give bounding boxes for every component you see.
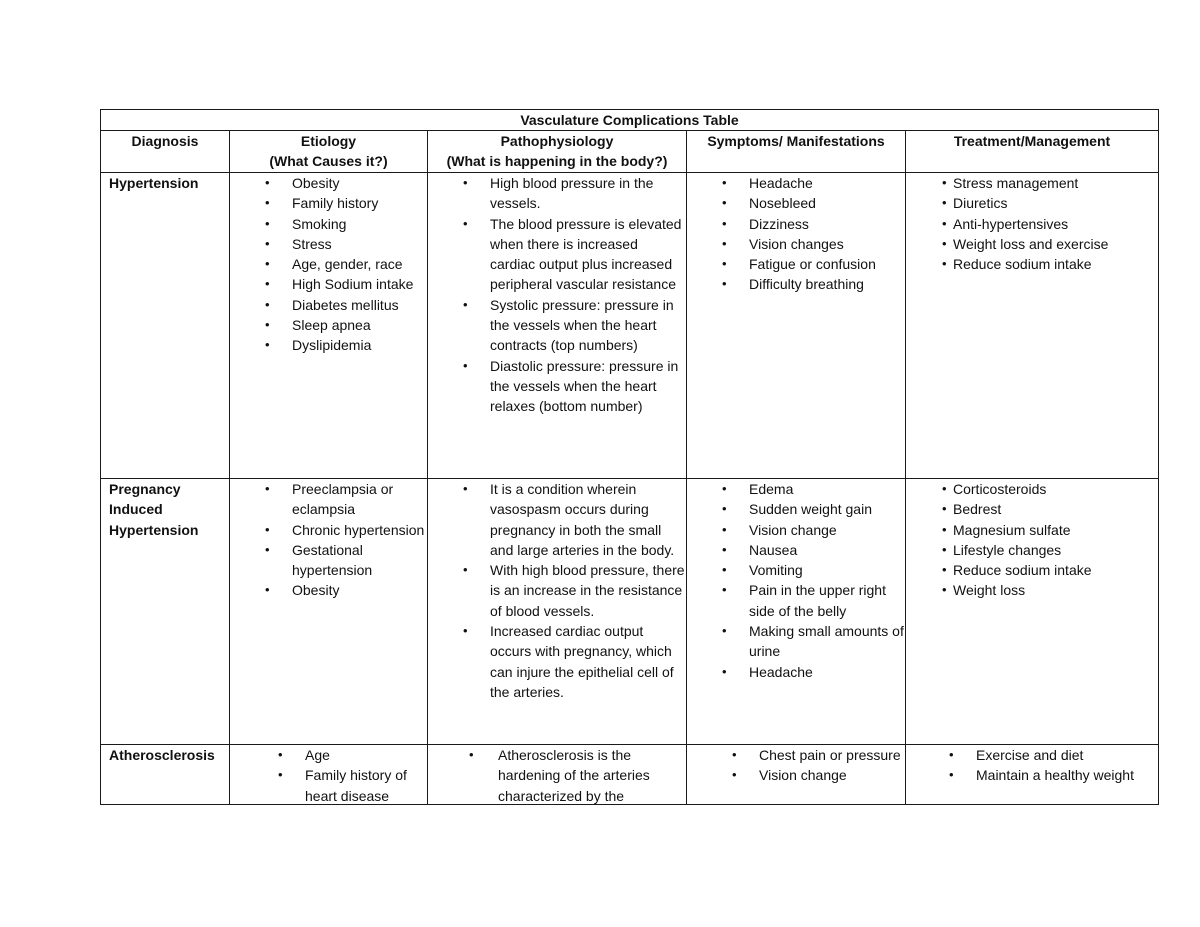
list-item bbox=[687, 765, 905, 785]
bullet-icon: • bbox=[722, 276, 727, 292]
list-item-text: Atherosclerosis is the hardening of the arteries characterized by the bbox=[498, 747, 650, 804]
list-item bbox=[687, 234, 905, 254]
list-item-text: With high blood pressure, there is an increase in the resistance of blood vessels. bbox=[490, 562, 685, 619]
bullet-icon: • bbox=[722, 582, 727, 598]
list-item-text: Weight loss and exercise bbox=[953, 235, 1109, 252]
list-item bbox=[687, 193, 905, 213]
list-item-text: Lifestyle changes bbox=[953, 541, 1062, 558]
list-item bbox=[428, 214, 686, 295]
bullet-icon: • bbox=[722, 663, 727, 679]
list-item bbox=[230, 295, 427, 315]
list-item-text: Systolic pressure: pressure in the vessels when the heart contracts (top numbers) bbox=[490, 296, 674, 354]
pathophysiology-list bbox=[428, 745, 686, 804]
table-row-atherosclerosis bbox=[101, 745, 1159, 805]
bullet-icon: • bbox=[942, 562, 947, 578]
bullet-icon: • bbox=[942, 501, 947, 517]
symptoms-list bbox=[687, 173, 905, 295]
bullet-icon: • bbox=[942, 215, 947, 231]
list-item bbox=[428, 745, 686, 804]
list-item-text: Nausea bbox=[749, 541, 798, 558]
symptoms-list bbox=[687, 479, 905, 682]
list-item bbox=[230, 315, 427, 335]
list-item-text: It is a condition wherein vasospasm occurs during pregnancy in both the small and large arteries in the body. bbox=[490, 481, 675, 558]
header-treatment-label: Treatment/Management bbox=[953, 133, 1111, 149]
list-item bbox=[428, 173, 686, 214]
list-item-text: Sudden weight gain bbox=[749, 501, 872, 518]
list-item bbox=[906, 560, 1158, 580]
list-item-text: Fatigue or confusion bbox=[749, 256, 876, 273]
list-item-text: Diuretics bbox=[953, 195, 1008, 212]
bullet-icon: • bbox=[942, 541, 947, 557]
diagnosis-cell bbox=[101, 173, 230, 479]
list-item bbox=[230, 745, 427, 765]
list-item bbox=[687, 662, 905, 682]
list-item-text: High Sodium intake bbox=[292, 276, 414, 293]
list-item-text: Vision change bbox=[749, 521, 837, 538]
list-item-text: Bedrest bbox=[953, 501, 1002, 518]
list-item bbox=[230, 214, 427, 234]
bullet-icon: • bbox=[278, 747, 283, 762]
header-diagnosis bbox=[101, 131, 230, 173]
list-item bbox=[906, 479, 1158, 499]
list-item-text: Difficulty breathing bbox=[749, 276, 864, 293]
table-row-hypertension bbox=[101, 173, 1159, 479]
list-item bbox=[687, 499, 905, 519]
header-pathophysiology-sub: (What is happening in the body?) bbox=[446, 153, 668, 170]
list-item-text: Reduce sodium intake bbox=[953, 562, 1092, 579]
list-item bbox=[906, 193, 1158, 213]
diagnosis-cell bbox=[101, 745, 230, 805]
bullet-icon: • bbox=[463, 215, 468, 231]
list-item bbox=[687, 173, 905, 193]
header-symptoms-label: Symptoms/ Manifestations bbox=[707, 133, 885, 149]
diagnosis-line: Induced bbox=[109, 501, 163, 518]
etiology-cell bbox=[230, 173, 428, 479]
treatment-list bbox=[906, 479, 1158, 601]
bullet-icon: • bbox=[722, 256, 727, 272]
bullet-icon: • bbox=[463, 296, 468, 312]
list-item-text: Headache bbox=[749, 663, 813, 680]
list-item-text: Edema bbox=[749, 481, 794, 497]
etiology-list bbox=[230, 173, 427, 356]
list-item bbox=[230, 274, 427, 294]
bullet-icon: • bbox=[722, 541, 727, 557]
pathophysiology-cell bbox=[428, 479, 687, 745]
list-item bbox=[230, 173, 427, 193]
list-item bbox=[230, 254, 427, 274]
vasculature-complications-table bbox=[100, 109, 1159, 805]
bullet-icon: • bbox=[463, 357, 468, 373]
bullet-icon: • bbox=[265, 256, 270, 272]
bullet-icon: • bbox=[265, 215, 270, 231]
list-item-text: Headache bbox=[749, 175, 813, 191]
list-item-text: Making small amounts of urine bbox=[749, 623, 904, 660]
list-item-text: Vision change bbox=[759, 767, 847, 784]
header-pathophysiology-label: Pathophysiology bbox=[500, 133, 614, 149]
list-item-text: Stress bbox=[292, 235, 332, 252]
list-item-text: Dizziness bbox=[749, 215, 809, 232]
header-treatment bbox=[906, 131, 1159, 173]
bullet-icon: • bbox=[265, 296, 270, 312]
list-item bbox=[687, 745, 905, 765]
bullet-icon: • bbox=[722, 623, 727, 639]
list-item bbox=[906, 214, 1158, 234]
bullet-icon: • bbox=[942, 256, 947, 272]
etiology-cell bbox=[230, 745, 428, 805]
header-diagnosis-label: Diagnosis bbox=[131, 133, 199, 149]
list-item-text: Diabetes mellitus bbox=[292, 296, 399, 313]
etiology-list bbox=[230, 479, 427, 601]
list-item-text: Corticosteroids bbox=[953, 481, 1047, 497]
table-title: Vasculature Complications Table bbox=[101, 110, 1159, 131]
list-item bbox=[906, 580, 1158, 600]
bullet-icon: • bbox=[469, 747, 474, 762]
list-item-text: Sleep apnea bbox=[292, 317, 371, 334]
header-etiology bbox=[230, 131, 428, 173]
diagnosis-label: Hypertension bbox=[109, 175, 199, 191]
list-item-text: Weight loss bbox=[953, 582, 1026, 599]
bullet-icon: • bbox=[942, 481, 947, 496]
list-item-text: Gestational hypertension bbox=[292, 541, 373, 579]
list-item-text: Vision changes bbox=[749, 235, 844, 252]
pathophysiology-list bbox=[428, 173, 686, 417]
bullet-icon: • bbox=[722, 562, 727, 578]
table-row-pregnancy-induced-hypertension bbox=[101, 479, 1159, 745]
list-item bbox=[230, 193, 427, 213]
list-item bbox=[428, 621, 686, 702]
list-item bbox=[906, 520, 1158, 540]
bullet-icon: • bbox=[722, 195, 727, 211]
bullet-icon: • bbox=[942, 175, 947, 190]
list-item-text: Family history of heart disease bbox=[305, 767, 407, 804]
symptoms-cell bbox=[687, 173, 906, 479]
treatment-list bbox=[906, 173, 1158, 274]
bullet-icon: • bbox=[732, 767, 737, 783]
bullet-icon: • bbox=[265, 195, 270, 211]
treatment-list bbox=[906, 745, 1158, 786]
header-etiology-label: Etiology bbox=[300, 133, 357, 149]
bullet-icon: • bbox=[278, 767, 283, 783]
bullet-icon: • bbox=[463, 623, 468, 639]
list-item bbox=[687, 520, 905, 540]
list-item bbox=[906, 254, 1158, 274]
list-item bbox=[428, 560, 686, 621]
etiology-cell bbox=[230, 479, 428, 745]
list-item-text: Exercise and diet bbox=[976, 747, 1084, 763]
bullet-icon: • bbox=[265, 481, 270, 496]
list-item-text: Stress management bbox=[953, 175, 1079, 191]
pathophysiology-list bbox=[428, 479, 686, 702]
list-item-text: Magnesium sulfate bbox=[953, 521, 1071, 538]
list-item-text: Diastolic pressure: pressure in the vessels when the heart relaxes (bottom number) bbox=[490, 357, 679, 415]
list-item-text: Nosebleed bbox=[749, 195, 816, 212]
bullet-icon: • bbox=[722, 501, 727, 517]
list-item-text: Preeclampsia or eclampsia bbox=[292, 481, 394, 518]
pathophysiology-cell bbox=[428, 173, 687, 479]
etiology-list bbox=[230, 745, 427, 804]
list-item bbox=[428, 295, 686, 356]
list-item bbox=[687, 214, 905, 234]
bullet-icon: • bbox=[942, 235, 947, 251]
list-item bbox=[906, 540, 1158, 560]
list-item-text: Chronic hypertension bbox=[292, 521, 425, 538]
list-item-text: Maintain a healthy weight bbox=[976, 767, 1134, 784]
bullet-icon: • bbox=[722, 481, 727, 496]
bullet-icon: • bbox=[732, 747, 737, 762]
list-item bbox=[687, 274, 905, 294]
symptoms-cell bbox=[687, 479, 906, 745]
bullet-icon: • bbox=[265, 175, 270, 190]
bullet-icon: • bbox=[722, 215, 727, 231]
bullet-icon: • bbox=[949, 767, 954, 783]
list-item-text: Obesity bbox=[292, 582, 340, 599]
list-item bbox=[687, 540, 905, 560]
list-item-text: The blood pressure is elevated when there is increased cardiac output plus increased peripheral vascular resistance bbox=[490, 215, 682, 293]
treatment-cell bbox=[906, 173, 1159, 479]
bullet-icon: • bbox=[265, 317, 270, 333]
list-item-text: Age, gender, race bbox=[292, 256, 403, 273]
bullet-icon: • bbox=[265, 521, 270, 537]
bullet-icon: • bbox=[265, 235, 270, 251]
symptoms-list bbox=[687, 745, 905, 786]
bullet-icon: • bbox=[722, 521, 727, 537]
bullet-icon: • bbox=[949, 747, 954, 762]
diagnosis-cell bbox=[101, 479, 230, 745]
pathophysiology-cell bbox=[428, 745, 687, 805]
list-item bbox=[687, 560, 905, 580]
bullet-icon: • bbox=[942, 195, 947, 211]
list-item bbox=[906, 499, 1158, 519]
list-item bbox=[230, 765, 427, 804]
header-pathophysiology bbox=[428, 131, 687, 173]
list-item bbox=[230, 580, 427, 600]
list-item-text: Reduce sodium intake bbox=[953, 256, 1092, 273]
diagnosis-line: Hypertension bbox=[109, 521, 199, 538]
list-item bbox=[687, 254, 905, 274]
bullet-icon: • bbox=[265, 541, 270, 557]
bullet-icon: • bbox=[942, 521, 947, 537]
bullet-icon: • bbox=[463, 175, 468, 190]
list-item-text: Age bbox=[305, 747, 330, 763]
list-item bbox=[906, 234, 1158, 254]
bullet-icon: • bbox=[942, 582, 947, 598]
list-item-text: Family history bbox=[292, 195, 379, 212]
list-item bbox=[230, 540, 427, 581]
list-item-text: Dyslipidemia bbox=[292, 337, 372, 354]
symptoms-cell bbox=[687, 745, 906, 805]
bullet-icon: • bbox=[722, 175, 727, 190]
list-item-text: High blood pressure in the vessels. bbox=[490, 175, 654, 212]
list-item bbox=[230, 479, 427, 520]
list-item-text: Increased cardiac output occurs with pregnancy, which can injure the epithelial cell of the arteries. bbox=[490, 623, 674, 700]
header-etiology-sub: (What Causes it?) bbox=[269, 153, 388, 170]
list-item bbox=[230, 234, 427, 254]
list-item bbox=[687, 621, 905, 662]
list-item-text: Obesity bbox=[292, 175, 340, 191]
bullet-icon: • bbox=[722, 235, 727, 251]
list-item bbox=[906, 745, 1158, 765]
list-item bbox=[687, 479, 905, 499]
list-item bbox=[428, 356, 686, 417]
list-item-text: Pain in the upper right side of the belly bbox=[749, 582, 886, 619]
treatment-cell bbox=[906, 745, 1159, 805]
list-item-text: Vomiting bbox=[749, 562, 803, 579]
header-symptoms bbox=[687, 131, 906, 173]
list-item bbox=[906, 765, 1158, 785]
list-item bbox=[230, 520, 427, 540]
list-item bbox=[230, 335, 427, 355]
diagnosis-label: Atherosclerosis bbox=[109, 747, 215, 763]
diagnosis-line: Pregnancy bbox=[109, 481, 181, 497]
bullet-icon: • bbox=[463, 481, 468, 496]
treatment-cell bbox=[906, 479, 1159, 745]
list-item bbox=[906, 173, 1158, 193]
list-item-text: Chest pain or pressure bbox=[759, 747, 901, 763]
list-item bbox=[687, 580, 905, 621]
bullet-icon: • bbox=[265, 582, 270, 598]
list-item-text: Anti-hypertensives bbox=[953, 215, 1069, 232]
bullet-icon: • bbox=[463, 562, 468, 578]
list-item bbox=[428, 479, 686, 560]
bullet-icon: • bbox=[265, 337, 270, 353]
bullet-icon: • bbox=[265, 276, 270, 292]
list-item-text: Smoking bbox=[292, 215, 347, 232]
